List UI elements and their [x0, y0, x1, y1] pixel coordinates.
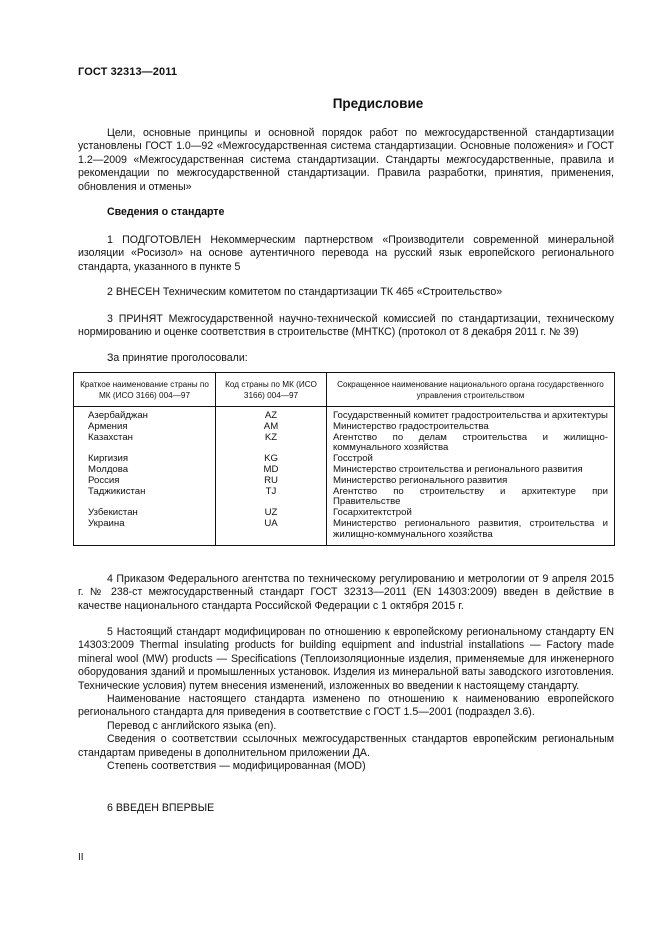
item-4: 4 Приказом Федерального агентства по техническому регулированию и метрологии от 9 апреля 2015 г. № 238-ст межгосударственный стандарт ГОСТ 32313—2011 (EN 14303:2009) введен в действие в качестве национального стандарта Российской Федерации с 1 октября 2015 г.	[78, 573, 614, 612]
code-cell: AZ	[216, 407, 327, 422]
header-body: Сокращенное наименование национального органа государственного управления строительством	[327, 373, 615, 407]
country-cell: Киргизия	[74, 454, 216, 465]
intro-paragraph	[78, 127, 614, 194]
country-cell: Таджикистан	[74, 487, 216, 509]
header-country: Краткое наименование страны по МК (ИСО 3166) 004—97	[74, 373, 216, 407]
code-cell: RU	[216, 476, 327, 487]
item-6: 6 ВВЕДЕН ВПЕРВЫЕ	[107, 802, 215, 814]
item-5: 5 Настоящий стандарт модифицирован по отношению к европейскому региональному стандарту EN 14303:2009 Thermal insulating products for building equipment and industrial installations — Factory made mineral wool (MW) products — Specifications (Теплоизоляционные изделия, применяемые для инженерного оборудования зданий и промышленных установок. Изделия из минеральной ваты заводского изготовления. Технические условия) путем внесения изменений, изложенных во введении к настоящему стандарту.	[78, 626, 614, 692]
body-cell: Министерство регионального развития, строительства и жилищно-коммунального хозяйства	[327, 519, 615, 545]
country-cell: Армения	[74, 422, 216, 433]
code-cell: AM	[216, 422, 327, 433]
table-row	[74, 476, 615, 487]
intro-text: Цели, основные принципы и основной порядок работ по межгосударственной стандартизации установлены ГОСТ 1.0—92 «Межгосударственная система стандартизации. Основные положения» и ГОСТ 1.2—2009 «Межгосударственная система стандартизации. Стандарты межгосударственные, правила и рекомендации по межгосударственной стандартизации. Правила разработки, принятия, применения, обновления и отмены»	[78, 127, 614, 193]
table-header-row	[74, 373, 615, 407]
item-5-name-note: Наименование настоящего стандарта изменено по отношению к наименованию европейского регионального стандарта для приведения в соответствие с ГОСТ 1.5—2001 (подраздел 3.6).	[78, 693, 614, 719]
country-cell: Молдова	[74, 465, 216, 476]
table-row	[74, 433, 615, 455]
country-cell: Узбекистан	[74, 508, 216, 519]
body-cell: Государственный комитет градостроительства и архитектуры	[327, 407, 615, 422]
voted-label: За принятие проголосовали:	[107, 352, 248, 364]
country-cell: Украина	[74, 519, 216, 545]
table-row	[74, 407, 615, 422]
voting-countries-table	[73, 372, 615, 546]
body-cell: Министерство регионального развития	[327, 476, 615, 487]
section-heading: Сведения о стандарте	[107, 206, 225, 218]
country-cell: Россия	[74, 476, 216, 487]
code-cell: KZ	[216, 433, 327, 455]
country-cell: Азербайджан	[74, 407, 216, 422]
item-5-translation: Перевод с английского языка (en).	[107, 719, 277, 732]
body-cell: Министерство строительства и регионального развития	[327, 465, 615, 476]
header-code: Код страны по МК (ИСО 3166) 004—97	[216, 373, 327, 407]
body-cell: Агентство по делам строительства и жилищно-коммунального хозяйства	[327, 433, 615, 455]
table-row	[74, 422, 615, 433]
item-3: 3 ПРИНЯТ Межгосударственной научно-технической комиссией по стандартизации, техническому нормированию и оценке соответствия в строительстве (МНТКС) (протокол от 8 декабря 2011 г. № 39)	[78, 313, 614, 339]
code-cell: UZ	[216, 508, 327, 519]
body-cell: Госархитектстрой	[327, 508, 615, 519]
code-cell: TJ	[216, 487, 327, 509]
item-5-degree: Степень соответствия — модифицированная (MOD)	[107, 760, 366, 773]
table-row	[74, 519, 615, 545]
body-cell: Министерство градостроительства	[327, 422, 615, 433]
item-2: 2 ВНЕСЕН Техническим комитетом по стандартизации ТК 465 «Строительство»	[107, 286, 503, 298]
page-title: Предисловие	[332, 96, 424, 111]
page-number: II	[78, 852, 84, 863]
body-cell: Агентство по строительству и архитектуре при Правительстве	[327, 487, 615, 509]
code-cell: UA	[216, 519, 327, 545]
item-1: 1 ПОДГОТОВЛЕН Некоммерческим партнерством «Производители современной минеральной изоляции «Росизол» на основе аутентичного перевода на русский язык европейского регионального стандарта, указанного в пункте 5	[78, 234, 614, 273]
country-cell: Казахстан	[74, 433, 216, 455]
item-5-references: Сведения о соответствии ссылочных межгосударственных стандартов европейским региональным стандартам приведены в дополнительном приложении ДА.	[78, 733, 614, 759]
body-cell: Госстрой	[327, 454, 615, 465]
table-row	[74, 487, 615, 509]
code-cell: MD	[216, 465, 327, 476]
code-cell: KG	[216, 454, 327, 465]
document-code: ГОСТ 32313—2011	[78, 66, 178, 78]
